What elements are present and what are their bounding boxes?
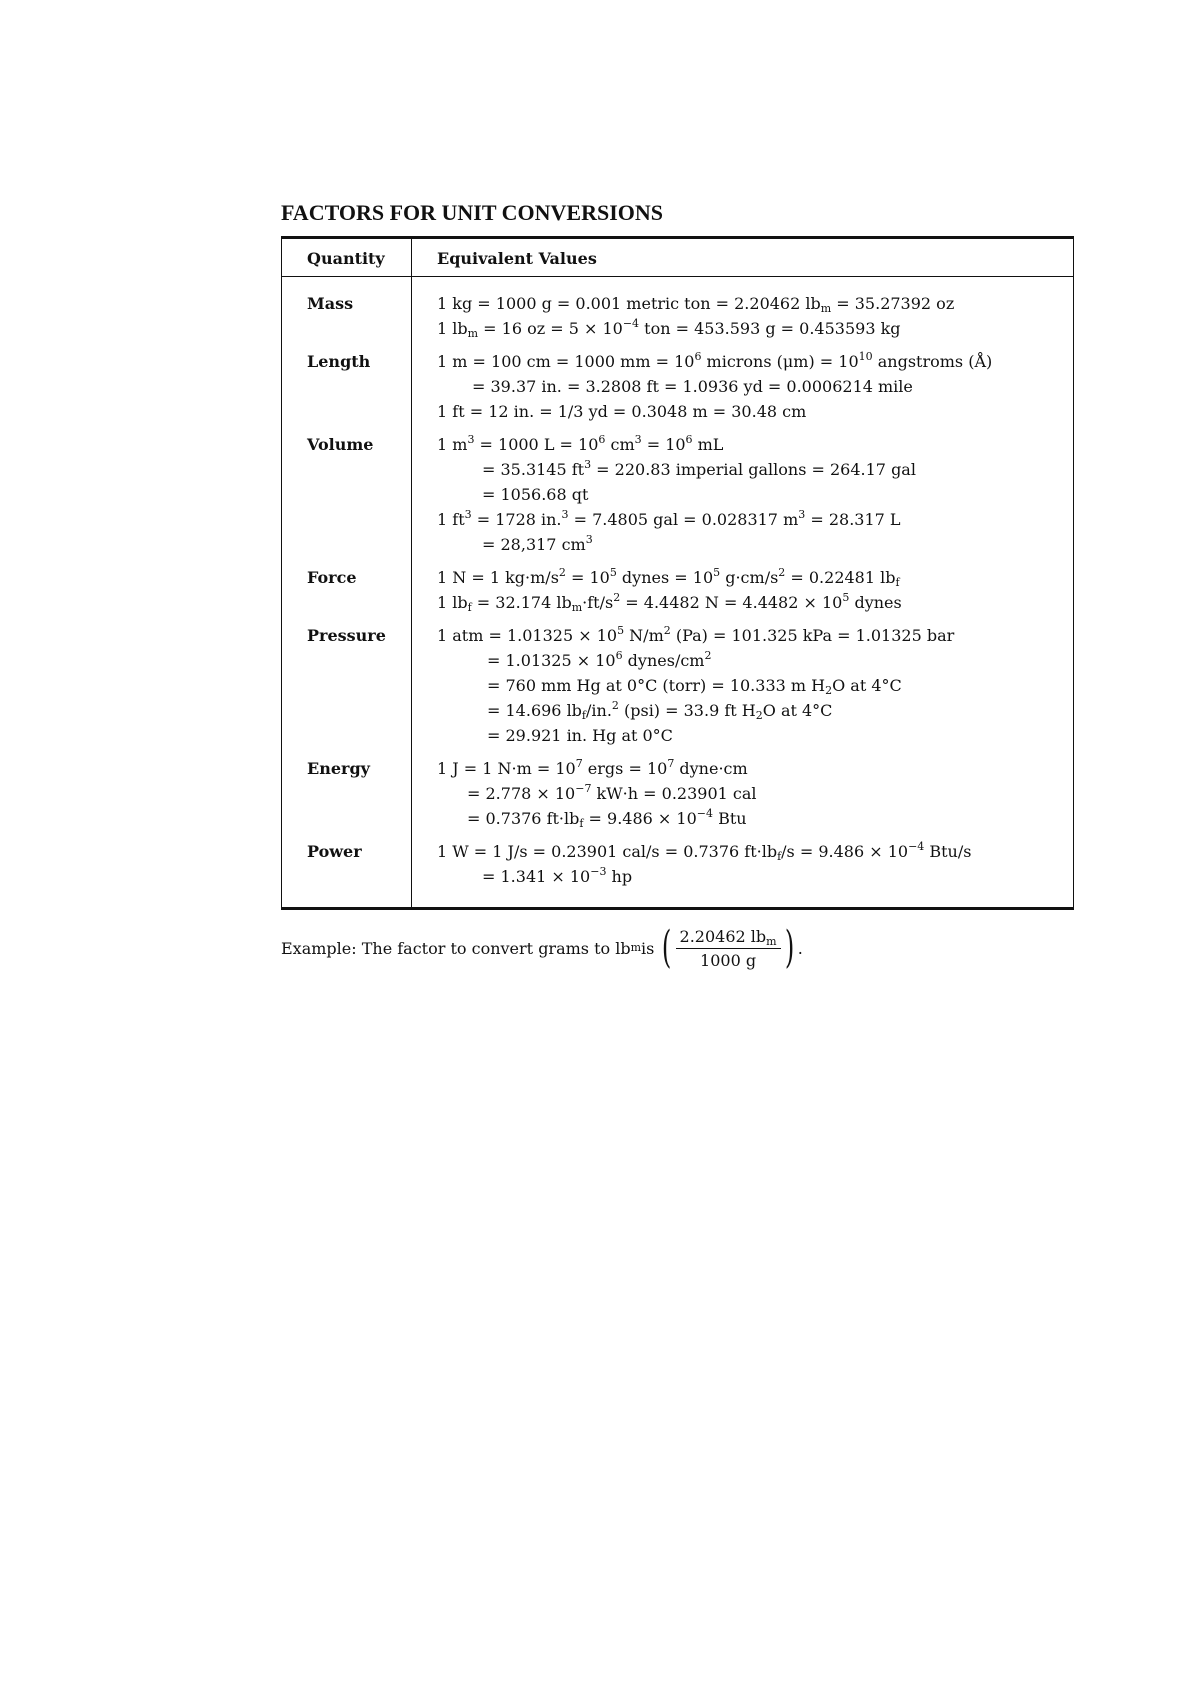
example-note: Example: The factor to convert grams to lb m is ( $\frac{2.20462 lb_m}{1000 g}$ ) .	[281, 922, 803, 973]
fraction-denominator: 1000 g	[700, 950, 757, 970]
pressure-line-4: = 14.696 $lb_f/in.^2$ (psi) = 33.9 ft $H_2O$ at 4°C	[487, 699, 833, 722]
mass-line-2: 1 $lb_m = 16$ oz = $5 \times 10^{-4}$ ton = 453.593 g = 0.453593 kg	[437, 317, 901, 340]
table-row-length	[282, 349, 1074, 424]
length-line-3: 1 ft = 12 in. = 1/3 yd = 0.3048 m = 30.48 cm	[437, 402, 807, 421]
volume-line-2: = 35.3145 $ft^3 = 220.83$ imperial gallons = 264.17 gal	[482, 458, 916, 479]
volume-line-1: 1 $m^3 = 1000$ $L = 10^6$ $cm^3 = 10^6$ mL	[437, 433, 724, 454]
pressure-line-2: = $1.01325 \times 10^6$ dynes/$cm^2$	[487, 649, 712, 670]
power-line-1: 1 W = 1 J/s = 0.23901 cal/s = 0.7376 $ft\cdot lb_f/s = 9.486 \times 10^{-4}$ Btu/s	[437, 840, 972, 863]
quantity-energy: Energy	[307, 759, 370, 778]
quantity-power: Power	[307, 842, 362, 861]
quantity-volume: Volume	[307, 435, 374, 454]
pressure-line-1: 1 atm = $1.01325 \times 10^5$ $N/m^2$ (Pa) = 101.325 kPa = 1.01325 bar	[437, 624, 955, 645]
volume-line-5: = 28,317 $cm^3$	[482, 533, 593, 554]
table-row-force	[282, 565, 1074, 615]
length-line-1: 1 m = 100 cm = 1000 mm = $10^6$ microns $(\mu m) = 10^{10}$ angstroms (Å)	[437, 350, 993, 371]
mass-line-1: 1 kg = 1000 g = 0.001 metric ton = 2.20462 $lb_m = 35.27392$ oz	[437, 294, 955, 315]
conversion-table	[281, 236, 1074, 910]
table-row-pressure	[282, 623, 1074, 748]
fraction-numerator: 2.20462 $lb_m$	[676, 927, 781, 949]
pressure-line-3: = 760 mm Hg at 0°C (torr) = 10.333 m $H_2O$ at 4°C	[487, 676, 902, 697]
volume-line-3: = 1056.68 qt	[482, 485, 589, 504]
force-line-1: 1 N = 1 $kg\cdot m/s^2 = 10^5$ dynes = $10^5$ $g\cdot cm/s^2 = 0.22481$ $lb_f$	[437, 566, 900, 589]
document-page	[281, 200, 1074, 973]
table-row-power	[282, 839, 1074, 889]
conversion-fraction: ( $\frac{2.20462 lb_m}{1000 g}$ )	[662, 922, 794, 973]
quantity-pressure: Pressure	[307, 626, 386, 645]
table-row-mass	[282, 291, 1074, 341]
energy-line-2: = $2.778 \times 10^{-7}$ kW·h = 0.23901 cal	[467, 782, 757, 803]
page-title: FACTORS FOR UNIT CONVERSIONS	[281, 200, 664, 225]
example-text: Example: The factor to convert grams to lb	[281, 938, 631, 958]
quantity-length: Length	[307, 352, 371, 371]
quantity-mass: Mass	[307, 294, 354, 313]
power-line-2: = $1.341 \times 10^{-3}$ hp	[482, 865, 633, 886]
energy-line-1: 1 J = 1 $N\cdot m = 10^7$ ergs = $10^7$ dyne·cm	[437, 757, 748, 778]
header-quantity: Quantity	[282, 238, 412, 277]
volume-line-4: 1 $ft^3 = 1728$ in.$^3$ = 7.4805 gal = 0.028317 $m^3 = 28.317$ L	[437, 508, 901, 529]
header-equivalent-values: Equivalent Values	[412, 238, 1074, 277]
energy-line-3: = 0.7376 $ft\cdot lb_f = 9.486 \times 10^{-4}$ Btu	[467, 807, 747, 830]
table-header-row	[282, 238, 1074, 277]
quantity-force: Force	[307, 568, 357, 587]
length-line-2: = 39.37 in. = 3.2808 ft = 1.0936 yd = 0.0006214 mile	[472, 377, 913, 396]
table-row-volume	[282, 432, 1074, 557]
force-line-2: 1 $lb_f = 32.174$ $lb_m\cdot ft/s^2 = 4.4482$ $N = 4.4482 \times 10^5$ dynes	[437, 591, 902, 614]
pressure-line-5: = 29.921 in. Hg at 0°C	[487, 726, 673, 745]
table-row-energy	[282, 756, 1074, 831]
